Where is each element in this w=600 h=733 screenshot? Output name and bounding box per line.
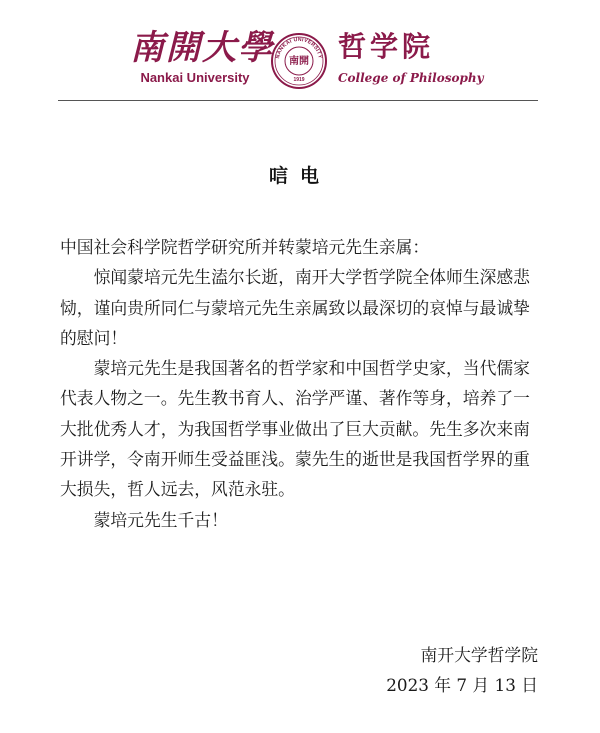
university-name-cn: 南開大學 [130, 28, 274, 68]
seal-ring-text: NANKAI UNIVERSITY [275, 36, 323, 60]
nankai-university-logo [130, 28, 274, 86]
document-title: 唁电 [268, 165, 331, 187]
signature-block [386, 640, 538, 701]
seal-year-text: 1919 [293, 77, 305, 83]
university-seal-icon [270, 32, 328, 90]
letterhead [0, 0, 600, 100]
seal-center-text: 南開 [289, 56, 309, 67]
header-divider [58, 100, 538, 101]
college-name-cn: 哲学院 [338, 30, 435, 63]
college-logo [338, 28, 484, 86]
signature-name: 南开大学哲学院 [420, 645, 538, 665]
salutation: 中国社会科学院哲学研究所并转蒙培元先生亲属： [60, 237, 430, 257]
paragraph-tribute: 蒙培元先生是我国著名的哲学家和中国哲学史家，当代儒家代表人物之一。先生教书育人、治学严谨、著作等身，培养了一大批优秀人才，为我国哲学事业做出了巨大贡献。先生多次来南开讲学，令南开师生受益匪浅。蒙先生的逝世是我国哲学界的重大损失，哲人远去，风范永驻。 [60, 358, 530, 500]
paragraph-closing: 蒙培元先生千古！ [93, 509, 228, 530]
college-name-en: College of Philosophy [338, 71, 484, 85]
paragraph-condolence: 惊闻蒙培元先生溘尔长逝，南开大学哲学院全体师生深感悲恸，谨向贵所同仁与蒙培元先生亲属致以最深切的哀悼与最诚挚的慰问！ [60, 267, 530, 348]
signature-date: 2023 年 7 月 13 日 [386, 675, 538, 696]
university-name-en: Nankai University [140, 70, 250, 85]
document-body [60, 232, 540, 535]
